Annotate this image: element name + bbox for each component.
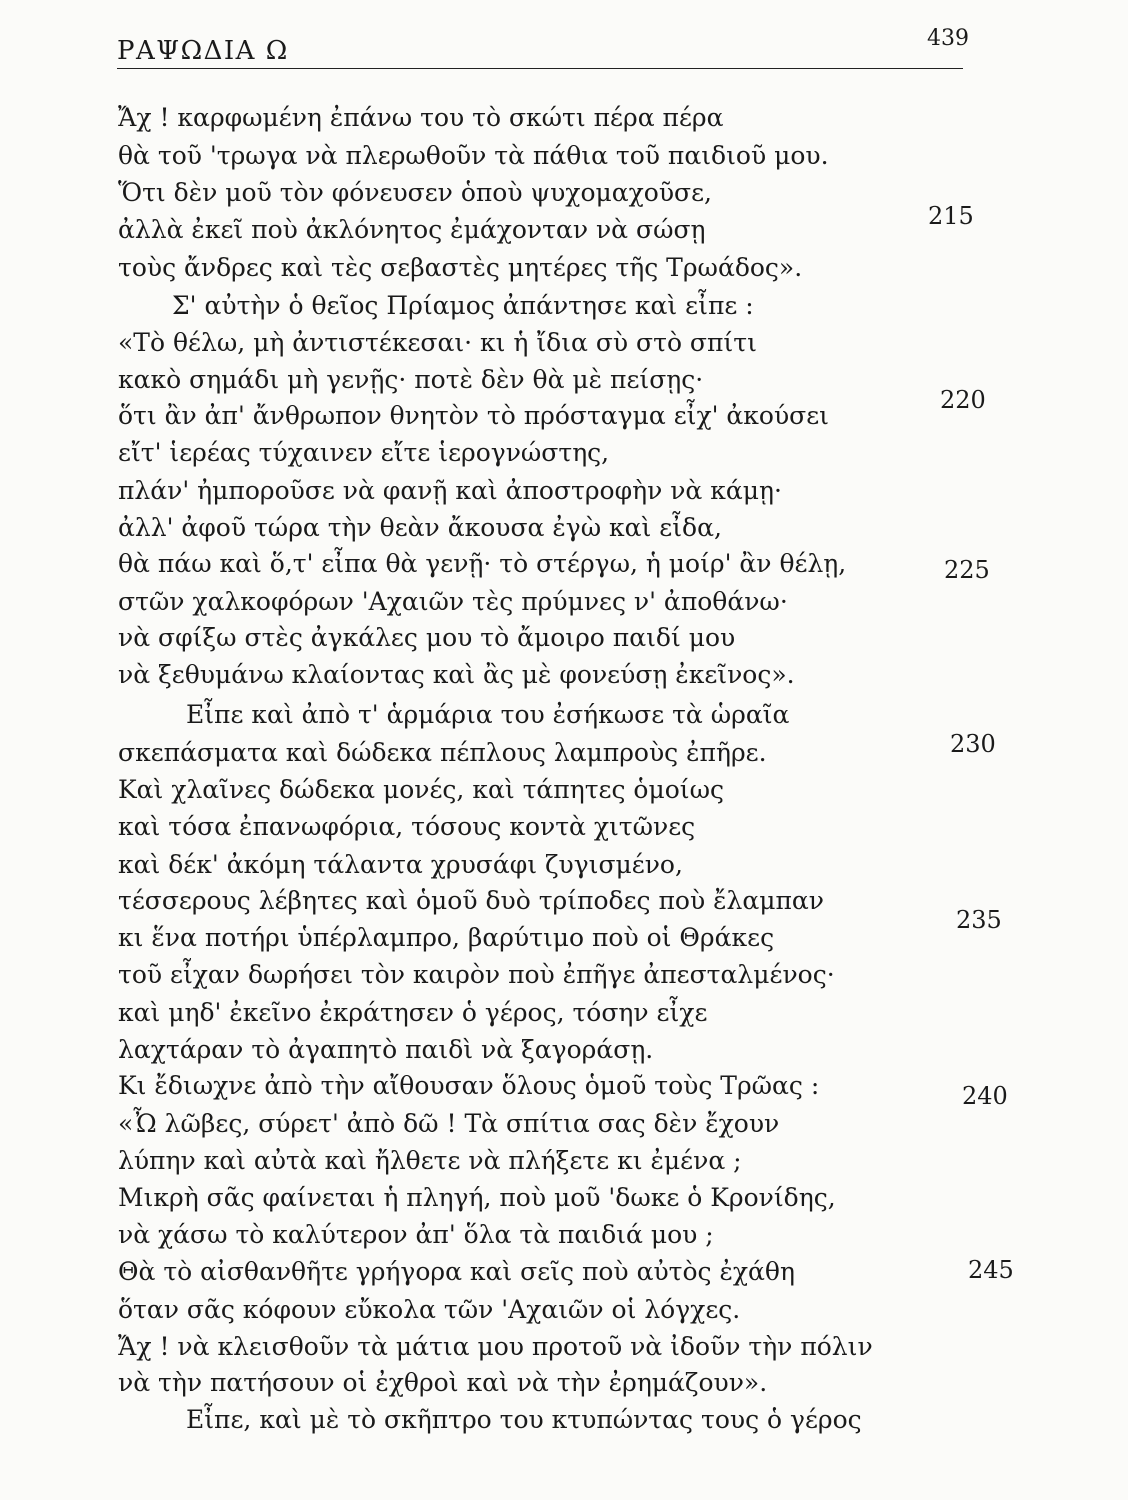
verse-line: στῶν χαλκοφόρων 'Αχαιῶν τὲς πρύμνες ν' ἀποθάνω· — [118, 587, 788, 616]
verse-line: τοῦ εἶχαν δωρήσει τὸν καιρὸν ποὺ ἐπῆγε ἀπεσταλμένος· — [118, 960, 835, 989]
verse-line: Σ' αὐτὴν ὁ θεῖος Πρίαμος ἀπάντησε καὶ εἶπε : — [172, 291, 754, 320]
verse-line: θὰ τοῦ 'τρωγα νὰ πλερωθοῦν τὰ πάθια τοῦ παιδιοῦ μου. — [118, 141, 829, 170]
verse-line: λαχτάραν τὸ ἀγαπητὸ παιδὶ νὰ ξαγοράσῃ. — [118, 1035, 654, 1064]
line-number: 245 — [968, 1256, 1014, 1284]
verse-line: καὶ μηδ' ἐκεῖνο ἐκράτησεν ὁ γέρος, τόσην εἶχε — [118, 998, 708, 1027]
verse-line: νὰ σφίξω στὲς ἀγκάλες μου τὸ ἄμοιρο παιδί μου — [118, 623, 736, 652]
verse-line: Εἶπε, καὶ μὲ τὸ σκῆπτρο του κτυπώντας τους ὁ γέρος — [186, 1405, 862, 1434]
verse-line: ἀλλ' ἀφοῦ τώρα τὴν θεὰν ἄκουσα ἐγὼ καὶ εἶδα, — [118, 513, 722, 542]
verse-line: ὅταν σᾶς κόφουν εὔκολα τῶν 'Αχαιῶν οἱ λόγχες. — [118, 1295, 741, 1324]
verse-line: νὰ χάσω τὸ καλύτερον ἀπ' ὅλα τὰ παιδιά μου ; — [118, 1220, 714, 1249]
verse-line: κι ἕνα ποτήρι ὑπέρλαμπρο, βαρύτιμο ποὺ οἱ Θράκες — [118, 923, 775, 952]
verse-line: «Ὦ λῶβες, σύρετ' ἀπὸ δῶ ! Τὰ σπίτια σας δὲν ἔχουν — [118, 1109, 780, 1138]
verse-line: νὰ τὴν πατήσουν οἱ ἐχθροὶ καὶ νὰ τὴν ἐρημάζουν». — [118, 1368, 768, 1397]
verse-line: θὰ πάω καὶ ὅ,τ' εἶπα θὰ γενῇ· τὸ στέργω, ἡ μοίρ' ἂν θέλῃ, — [118, 549, 847, 578]
verse-line: καὶ τόσα ἐπανωφόρια, τόσους κοντὰ χιτῶνες — [118, 812, 696, 841]
verse-line: ὅτι ἂν ἀπ' ἄνθρωπον θνητὸν τὸ πρόσταγμα εἶχ' ἀκούσει — [118, 401, 829, 430]
verse-line: τοὺς ἄνδρες καὶ τὲς σεβαστὲς μητέρες τῆς Τρωάδος». — [118, 253, 803, 282]
verse-line: Θὰ τὸ αἰσθανθῆτε γρήγορα καὶ σεῖς ποὺ αὐτὸς ἐχάθη — [118, 1257, 795, 1286]
verse-line: «Τὸ θέλω, μὴ ἀντιστέκεσαι· κι ἡ ἴδια σὺ στὸ σπίτι — [118, 328, 757, 357]
line-number: 235 — [956, 906, 1002, 934]
verse-line: νὰ ξεθυμάνω κλαίοντας καὶ ἂς μὲ φονεύσῃ ἐκεῖνος». — [118, 660, 795, 689]
line-number: 225 — [944, 556, 990, 584]
line-number: 215 — [928, 202, 974, 230]
verse-line: λύπην καὶ αὐτὰ καὶ ἤλθετε νὰ πλήξετε κι ἐμένα ; — [118, 1146, 742, 1175]
verse-line: κακὸ σημάδι μὴ γενῇς· ποτὲ δὲν θὰ μὲ πείσῃς· — [118, 365, 704, 394]
verse-line: σκεπάσματα καὶ δώδεκα πέπλους λαμπροὺς ἐπῆρε. — [118, 738, 767, 767]
verse-line: Ὅτι δὲν μοῦ τὸν φόνευσεν ὁποὺ ψυχομαχοῦσε, — [118, 178, 712, 207]
verse-line: Καὶ χλαῖνες δώδεκα μονές, καὶ τάπητες ὁμοίως — [118, 775, 724, 804]
verse-line: τέσσερους λέβητες καὶ ὁμοῦ δυὸ τρίποδες ποὺ ἔλαμπαν — [118, 886, 825, 915]
line-number: 220 — [940, 386, 986, 414]
verse-line: Ἄχ ! νὰ κλεισθοῦν τὰ μάτια μου προτοῦ νὰ ἰδοῦν τὴν πόλιν — [118, 1332, 873, 1361]
verse-line: Εἶπε καὶ ἀπὸ τ' ἁρμάρια του ἐσήκωσε τὰ ὡραῖα — [186, 700, 790, 729]
line-number: 240 — [962, 1082, 1008, 1110]
page-number: 439 — [927, 26, 969, 51]
verse-line: Μικρὴ σᾶς φαίνεται ἡ πληγή, ποὺ μοῦ 'δωκε ὁ Κρονίδης, — [118, 1183, 836, 1212]
verse-line: ἀλλὰ ἐκεῖ ποὺ ἀκλόνητος ἐμάχονταν νὰ σώσῃ — [118, 215, 706, 244]
verse-line: εἴτ' ἱερέας τύχαινεν εἴτε ἱερογνώστης, — [118, 438, 610, 467]
chapter-header: ΡΑΨΩΔΙΑ Ω — [117, 36, 289, 66]
line-number: 230 — [950, 730, 996, 758]
verse-line: καὶ δέκ' ἀκόμη τάλαντα χρυσάφι ζυγισμένο, — [118, 850, 683, 879]
verse-line: Κι ἔδιωχνε ἀπὸ τὴν αἴθουσαν ὅλους ὁμοῦ τοὺς Τρῶας : — [118, 1071, 820, 1100]
verse-line: πλάν' ἠμποροῦσε νὰ φανῇ καὶ ἀποστροφὴν νὰ κάμῃ· — [118, 476, 782, 505]
verse-line: Ἄχ ! καρφωμένη ἐπάνω του τὸ σκώτι πέρα πέρα — [118, 103, 724, 132]
